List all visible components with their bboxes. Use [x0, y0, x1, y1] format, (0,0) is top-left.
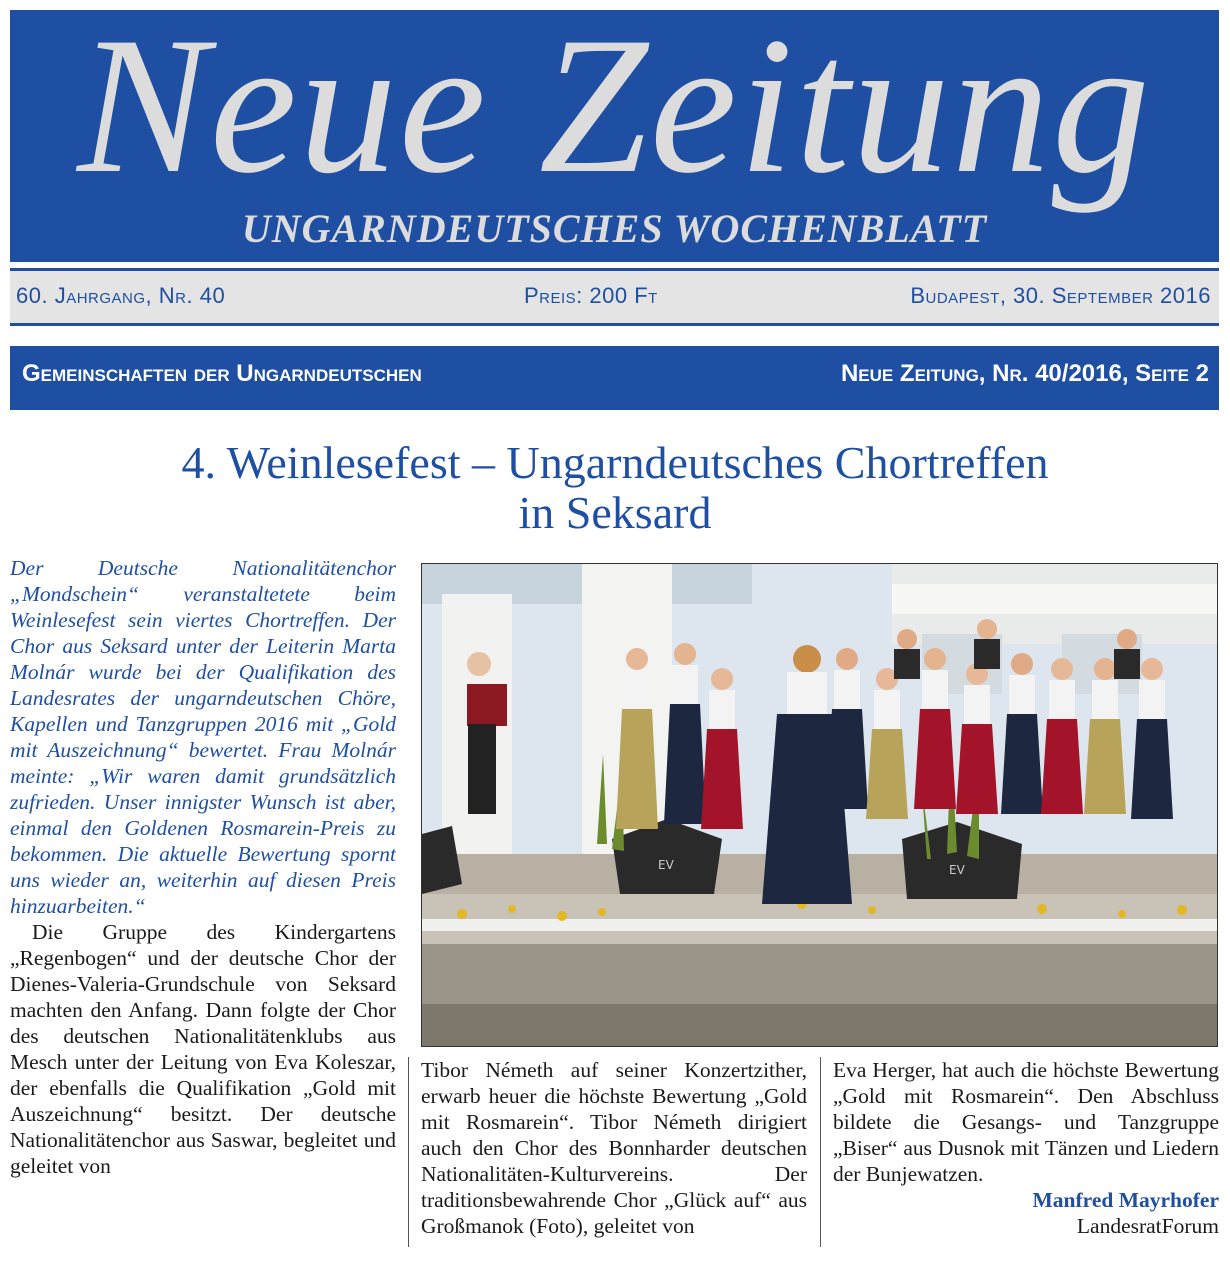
page-reference: Neue Zeitung, Nr. 40/2016, Seite 2: [840, 360, 1209, 387]
article-source: LandesratForum: [1076, 1214, 1219, 1238]
headline-line-2: in Seksard: [518, 487, 712, 538]
article-headline: [0, 438, 1230, 538]
article-column-left: [10, 555, 396, 1260]
issue-number: 60. Jahrgang, Nr. 40: [16, 283, 226, 308]
article-lead: Der Deutsche Nationalitätenchor „Mondschein“ veranstaltetete beim Weinlesefest sein viertes Chortreffen. Der Chor aus Seksard unter der Leiterin Marta Molnár wurde bei der Qualifikation des Landesrates der ungarndeutschen Chöre, Kapellen und Tanzgruppen 2016 mit „Gold mit Auszeichnung“ bewertet. Frau Molnár meinte: „Wir waren damit grundsätzlich zufrieden. Unser innigster Wunsch ist aber, einmal den Goldenen Rosmarein-Preis zu bekommen. Die aktuelle Bewertung spornt uns wieder an, weiterhin auf diesen Preis hinzuarbeiten.“: [10, 556, 396, 918]
article-author: Manfred Mayrhofer: [1032, 1188, 1219, 1212]
newspaper-title: Neue Zeitung: [77, 0, 1152, 214]
column-divider: [820, 1057, 821, 1247]
article-column-right: [833, 1057, 1219, 1262]
article-column-middle: [421, 1057, 807, 1262]
section-bar: [10, 346, 1219, 410]
section-name: Gemeinschaften der Ungarndeutschen: [22, 360, 422, 387]
column-divider: [408, 1057, 409, 1247]
newspaper-subtitle: UNGARNDEUTSCHES WOCHENBLATT: [241, 206, 988, 251]
speaker-label-right: EV: [949, 863, 965, 877]
issue-price: Preis: 200 Ft: [524, 283, 658, 308]
speaker-label-left: EV: [658, 858, 674, 872]
headline-line-1: 4. Weinlesefest – Ungarndeutsches Chortreffen: [181, 437, 1049, 488]
choir-illustration: [422, 564, 1218, 1047]
article-paragraph-1: Die Gruppe des Kindergartens „Regenbogen“ und der deutsche Chor der Dienes-Valeria-Grundschule von Seksard machten den Anfang. Dann folgte der Chor des deutschen Nationalitätenklubs aus Mesch unter der Leitung von Eva Koleszar, der ebenfalls die Qualifikation „Gold mit Auszeichnung“ besitzt. Der deutsche Nationalitätenchor aus Saswar, begleitet und geleitet von: [10, 920, 396, 1178]
article-paragraph-3: Eva Herger, hat auch die höchste Bewertung „Gold mit Rosmarein“. Den Abschluss bildete die Gesangs- und Tanzgruppe „Biser“ aus Dusnok mit Tänzen und Liedern der Bunjewatzen.: [833, 1058, 1219, 1186]
issue-info-bar: [10, 268, 1219, 326]
masthead: [10, 0, 1219, 262]
article-paragraph-2: Tibor Németh auf seiner Konzertzither, erwarb heuer die höchste Bewertung „Gold mit Rosmarein“. Tibor Németh dirigiert auch den Chor des Bonnharder deutschen Nationalitäten-Kulturvereins. Der traditionsbewahrende Chor „Glück auf“ aus Großmanok (Foto), geleitet von: [421, 1058, 807, 1238]
choir-photo: [421, 563, 1218, 1047]
issue-date: Budapest, 30. September 2016: [910, 283, 1211, 308]
